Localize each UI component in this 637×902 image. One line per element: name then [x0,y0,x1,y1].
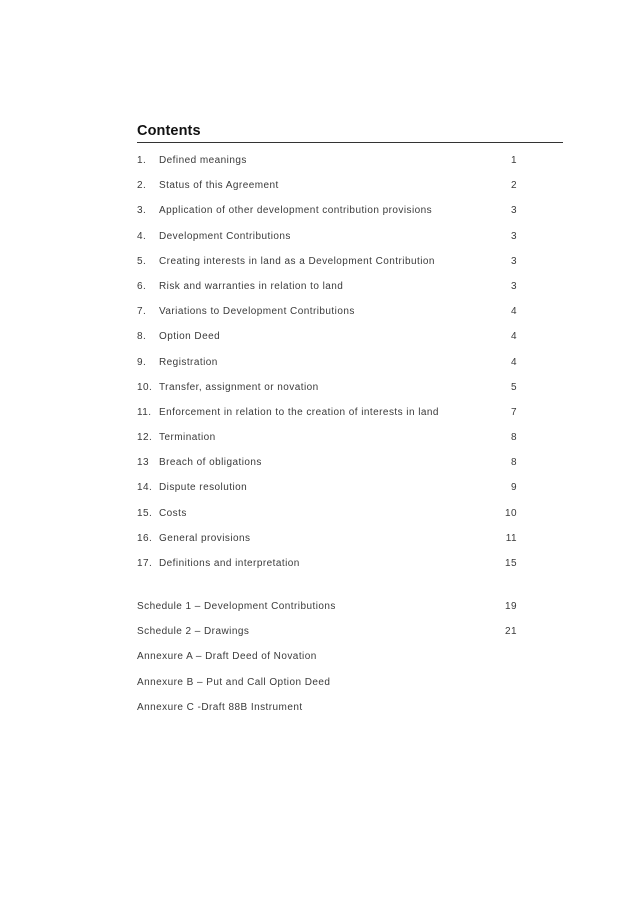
appendix-entry[interactable] [137,622,517,647]
toc-entry-number: 7. [137,306,147,318]
appendix-entry-title: Annexure C -Draft 88B Instrument [137,701,303,713]
toc-entry[interactable] [137,428,517,453]
toc-entry[interactable] [137,529,517,554]
toc-entry-number: 1. [137,155,147,166]
toc-entry-number: 2. [137,180,147,192]
toc-entry-number: 5. [137,255,147,267]
toc-entry[interactable] [137,176,517,201]
appendix-entry[interactable] [137,597,517,622]
contents-heading: Contents [137,123,201,139]
appendix-entry-title: Schedule 2 – Drawings [137,626,250,638]
heading-rule [137,142,563,143]
toc-entry-number: 8. [137,331,147,343]
toc-entry-page: 8 [510,432,517,444]
toc-entry-number: 16. [137,532,153,544]
toc-entry-page: 3 [510,205,517,217]
toc-entry[interactable] [137,453,517,478]
toc-entry-page: 5 [510,381,517,393]
toc-entry-title: Status of this Agreement [159,180,279,192]
toc-entry-page: 4 [510,356,517,368]
toc-entry[interactable] [137,252,517,277]
toc-entry-title: Breach of obligations [159,457,262,469]
appendix-entry[interactable] [137,698,517,723]
toc-entry-number: 3. [137,205,147,217]
toc-entry-number: 12. [137,432,153,444]
toc-entry-page: 11 [505,532,517,544]
toc-entry-page: 10 [504,507,517,519]
appendix-entry-title: Schedule 1 – Development Contributions [137,601,336,612]
toc-entry-number: 9. [137,356,147,368]
toc-entry-number: 13 [137,457,150,469]
toc-entry-title: Enforcement in relation to the creation of interests in land [159,406,439,418]
toc-entry[interactable] [137,403,517,428]
toc-entry[interactable] [137,151,517,176]
toc-list [137,151,517,579]
toc-entry-page: 2 [510,180,517,192]
toc-entry-title: Development Contributions [159,230,291,242]
toc-entry-page: 7 [510,406,517,418]
toc-entry[interactable] [137,504,517,529]
toc-entry-title: Costs [159,507,187,519]
appendix-list [137,597,517,723]
toc-entry-page: 15 [504,558,517,569]
toc-entry-page: 3 [510,230,517,242]
toc-entry[interactable] [137,201,517,226]
toc-entry-number: 11. [137,406,152,418]
toc-entry[interactable] [137,227,517,252]
appendix-entry[interactable] [137,673,517,698]
toc-entry-title: Definitions and interpretation [159,558,300,569]
toc-entry-page: 3 [510,255,517,267]
appendix-entry-page: 19 [504,601,517,612]
toc-entry[interactable] [137,478,517,503]
toc-entry-title: Risk and warranties in relation to land [159,280,344,292]
appendix-entry-title: Annexure A – Draft Deed of Novation [137,651,317,663]
toc-entry-title: Termination [159,432,216,444]
toc-entry[interactable] [137,554,517,579]
toc-entry-number: 6. [137,280,147,292]
toc-entry-number: 15. [137,507,153,519]
toc-entry-title: Defined meanings [159,155,247,166]
toc-entry-title: Option Deed [159,331,221,343]
toc-entry[interactable] [137,378,517,403]
appendix-entry-page: 21 [504,626,517,638]
toc-entry-page: 1 [510,155,517,166]
toc-entry-page: 4 [510,331,517,343]
toc-entry-title: Transfer, assignment or novation [159,381,319,393]
toc-entry-title: Registration [159,356,218,368]
toc-entry-number: 17. [137,558,153,569]
toc-entry-number: 14. [137,482,153,494]
toc-entry-page: 4 [510,306,517,318]
toc-entry-page: 8 [510,457,517,469]
toc-entry[interactable] [137,327,517,352]
toc-entry-number: 4. [137,230,147,242]
toc-entry-page: 3 [510,280,517,292]
toc-entry-number: 10. [137,381,153,393]
toc-entry[interactable] [137,277,517,302]
toc-entry[interactable] [137,353,517,378]
appendix-entry-title: Annexure B – Put and Call Option Deed [137,676,331,688]
toc-entry-title: Application of other development contribution provisions [159,205,433,217]
toc-entry-title: General provisions [159,532,251,544]
toc-entry-page: 9 [510,482,517,494]
toc-entry-title: Dispute resolution [159,482,248,494]
toc-entry[interactable] [137,302,517,327]
toc-entry-title: Variations to Development Contributions [159,306,355,318]
toc-entry-title: Creating interests in land as a Development Contribution [159,255,435,267]
appendix-entry[interactable] [137,647,517,672]
